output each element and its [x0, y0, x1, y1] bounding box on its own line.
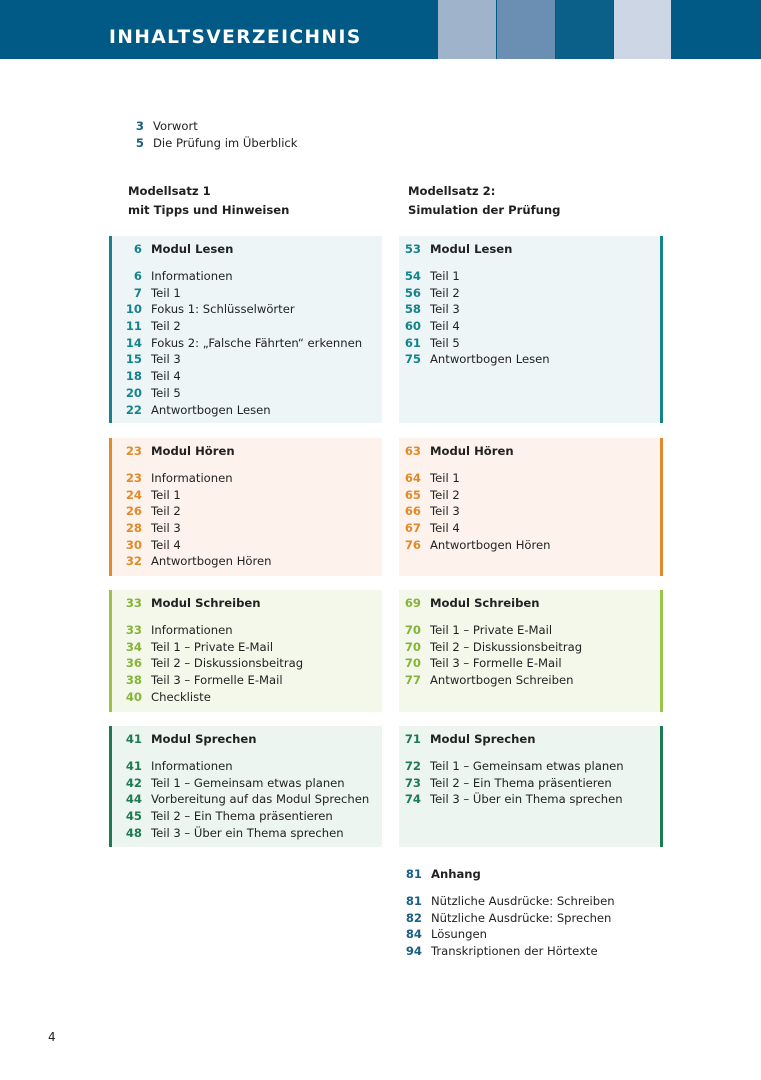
page-number-ref: 6	[133, 242, 142, 257]
entry-label: Fokus 2: „Falsche Fährten“ erkennen	[151, 335, 363, 350]
entry-label: Teil 1	[151, 487, 181, 502]
page-number-ref: 5	[135, 136, 144, 151]
header-stripe-4	[614, 0, 671, 59]
entry-label: Teil 4	[151, 537, 181, 552]
entry-label: Antwortbogen Lesen	[430, 352, 550, 367]
entry-label: Teil 3	[430, 504, 460, 519]
entry-label: Teil 1	[430, 471, 460, 486]
toc-entry	[120, 808, 369, 825]
entry-label: Teil 2 – Diskussionsbeitrag	[151, 656, 304, 671]
entry-label: Teil 3	[430, 302, 460, 317]
toc-entry	[120, 758, 369, 775]
page-number-ref: 63	[404, 444, 421, 459]
entry-label: Teil 3 – Formelle E-Mail	[430, 656, 562, 671]
page-number-ref: 38	[125, 673, 142, 688]
entry-label: Vorbereitung auf das Modul Sprechen	[151, 792, 370, 807]
toc-entry	[399, 536, 551, 553]
page-number-ref: 69	[404, 596, 421, 611]
toc-entry	[399, 758, 624, 775]
page-number-ref: 20	[125, 385, 142, 400]
entry-label: Modul Schreiben	[151, 596, 261, 611]
entry-label: Vorwort	[153, 119, 198, 134]
toc-entry	[120, 536, 272, 553]
page-number-ref: 67	[404, 521, 421, 536]
entry-label: Teil 1 – Gemeinsam etwas planen	[151, 775, 345, 790]
section-hoeren-modellsatz-1	[109, 438, 382, 576]
page-number-ref: 70	[404, 656, 421, 671]
entry-label: Informationen	[151, 759, 233, 774]
toc-entry	[399, 268, 550, 285]
entry-label: Teil 1	[430, 269, 460, 284]
page-number-ref: 6	[133, 269, 142, 284]
section-schreiben-modellsatz-1	[109, 590, 382, 712]
toc-entry	[400, 943, 615, 960]
entry-label: Modul Sprechen	[151, 732, 257, 747]
page-number-ref: 41	[125, 759, 142, 774]
toc-entry	[120, 774, 369, 791]
page-number-ref: 41	[125, 732, 142, 747]
entry-label: Nützliche Ausdrücke: Sprechen	[431, 910, 612, 925]
toc-entry	[120, 688, 303, 705]
toc-entry	[399, 503, 551, 520]
toc-entry	[399, 318, 550, 335]
page-number-ref: 77	[404, 673, 421, 688]
page-number-ref: 3	[135, 119, 144, 134]
page-number-ref: 24	[125, 487, 142, 502]
toc-entry	[120, 655, 303, 672]
toc-entry	[120, 351, 362, 368]
page-number-ref: 73	[404, 775, 421, 790]
entry-label: Lösungen	[431, 927, 487, 942]
module-heading	[399, 241, 550, 258]
toc-entry	[120, 301, 362, 318]
toc-entry	[120, 368, 362, 385]
page-number-ref: 14	[125, 335, 142, 350]
entry-label: Modul Schreiben	[430, 596, 540, 611]
section-anhang	[400, 866, 615, 959]
left-column-heading	[128, 182, 289, 220]
module-heading	[399, 595, 582, 612]
page-number-ref: 72	[404, 759, 421, 774]
entry-label: Teil 1 – Private E-Mail	[430, 623, 553, 638]
page-number-ref: 44	[125, 792, 142, 807]
entry-label: Teil 3	[151, 352, 181, 367]
toc-entry	[399, 284, 550, 301]
entry-label: Antwortbogen Schreiben	[430, 673, 574, 688]
toc-entry	[122, 135, 298, 152]
toc-entry	[399, 655, 582, 672]
page-number-ref: 7	[133, 285, 142, 300]
toc-entry	[399, 334, 550, 351]
entry-label: Teil 4	[151, 369, 181, 384]
toc-entry	[120, 284, 362, 301]
toc-entry	[120, 268, 362, 285]
toc-entry	[120, 553, 272, 570]
page-number-ref: 74	[404, 792, 421, 807]
section-sprechen-modellsatz-1	[109, 726, 382, 847]
module-heading	[400, 866, 615, 883]
entry-label: Anhang	[431, 867, 481, 882]
page-number-ref: 33	[125, 596, 142, 611]
page-number-ref: 56	[404, 285, 421, 300]
entry-label: Teil 3 – Über ein Thema sprechen	[430, 792, 623, 807]
toc-entry	[120, 672, 303, 689]
entry-label: Modul Lesen	[430, 242, 513, 257]
module-heading	[399, 731, 624, 748]
entry-label: Teil 1	[151, 285, 181, 300]
left-heading-line-1: Modellsatz 1	[128, 184, 211, 198]
right-heading-line-2: Simulation der Prüfung	[408, 203, 561, 217]
page-number-ref: 26	[125, 504, 142, 519]
toc-entry	[120, 824, 369, 841]
entry-label: Teil 2 – Diskussionsbeitrag	[430, 639, 583, 654]
page-number-ref: 60	[404, 319, 421, 334]
page-number-ref: 53	[404, 242, 421, 257]
entry-label: Teil 3 – Über ein Thema sprechen	[151, 825, 344, 840]
entry-label: Informationen	[151, 471, 233, 486]
toc-entry	[399, 791, 624, 808]
toc-entry	[399, 520, 551, 537]
page-number-ref: 61	[404, 335, 421, 350]
entry-label: Modul Hören	[151, 444, 235, 459]
page-number-ref: 58	[404, 302, 421, 317]
page-number-ref: 81	[405, 867, 422, 882]
toc-entry	[400, 926, 615, 943]
entry-label: Die Prüfung im Überblick	[153, 136, 298, 151]
page-number-ref: 70	[404, 639, 421, 654]
page-number-ref: 34	[125, 639, 142, 654]
page-number-ref: 64	[404, 471, 421, 486]
page-number-ref: 30	[125, 537, 142, 552]
page-title: INHALTSVERZEICHNIS	[109, 27, 362, 48]
page-number-ref: 36	[125, 656, 142, 671]
page-number-ref: 54	[404, 269, 421, 284]
entry-label: Teil 3 – Formelle E-Mail	[151, 673, 283, 688]
toc-entry	[120, 470, 272, 487]
page-number-ref: 32	[125, 554, 142, 569]
page-number-ref: 40	[125, 689, 142, 704]
page-number-ref: 18	[125, 369, 142, 384]
page-number-ref: 65	[404, 487, 421, 502]
section-lesen-modellsatz-1	[109, 236, 382, 423]
section-lesen-modellsatz-2	[399, 236, 663, 423]
toc-entry	[120, 622, 303, 639]
page-number-ref: 10	[125, 302, 142, 317]
page-number-ref: 71	[404, 732, 421, 747]
toc-entry	[120, 638, 303, 655]
page-number-ref: 23	[125, 471, 142, 486]
right-heading-line-1: Modellsatz 2:	[408, 184, 496, 198]
page-number-ref: 42	[125, 775, 142, 790]
entry-label: Teil 4	[430, 521, 460, 536]
section-hoeren-modellsatz-2	[399, 438, 663, 576]
module-heading	[120, 731, 369, 748]
toc-entry	[399, 622, 582, 639]
entry-label: Nützliche Ausdrücke: Schreiben	[431, 894, 615, 909]
entry-label: Antwortbogen Lesen	[151, 402, 271, 417]
entry-label: Antwortbogen Hören	[151, 554, 272, 569]
entry-label: Teil 2	[430, 285, 460, 300]
page-number-ref: 15	[125, 352, 142, 367]
page-number-ref: 94	[405, 944, 422, 959]
entry-label: Informationen	[151, 623, 233, 638]
toc-entry	[399, 638, 582, 655]
entry-label: Teil 1 – Gemeinsam etwas planen	[430, 759, 624, 774]
toc-entry	[120, 401, 362, 418]
page-number-ref: 45	[125, 809, 142, 824]
toc-entry	[120, 791, 369, 808]
right-column-heading	[408, 182, 560, 220]
toc-entry	[399, 301, 550, 318]
entry-label: Antwortbogen Hören	[430, 537, 551, 552]
entry-label: Teil 1 – Private E-Mail	[151, 639, 274, 654]
page-number-ref: 81	[405, 894, 422, 909]
entry-label: Transkriptionen der Hörtexte	[431, 944, 598, 959]
page-number-ref: 22	[125, 402, 142, 417]
module-heading	[399, 443, 551, 460]
entry-label: Modul Sprechen	[430, 732, 536, 747]
entry-label: Fokus 1: Schlüsselwörter	[151, 302, 295, 317]
entry-label: Teil 2	[151, 319, 181, 334]
toc-entry	[120, 520, 272, 537]
toc-entry	[399, 774, 624, 791]
module-heading	[120, 241, 362, 258]
entry-label: Modul Hören	[430, 444, 514, 459]
entry-label: Teil 5	[430, 335, 460, 350]
page-number: 4	[48, 1030, 56, 1044]
section-schreiben-modellsatz-2	[399, 590, 663, 712]
entry-label: Teil 2 – Ein Thema präsentieren	[151, 809, 333, 824]
header-stripe-3	[556, 0, 613, 59]
entry-label: Teil 2	[430, 487, 460, 502]
page-number-ref: 84	[405, 927, 422, 942]
toc-entry	[399, 486, 551, 503]
entry-label: Teil 2 – Ein Thema präsentieren	[430, 775, 612, 790]
toc-entry	[399, 672, 582, 689]
toc-entry	[120, 486, 272, 503]
toc-entry	[399, 351, 550, 368]
header-stripe-1	[438, 0, 496, 59]
entry-label: Teil 3	[151, 521, 181, 536]
entry-label: Informationen	[151, 269, 233, 284]
entry-label: Teil 2	[151, 504, 181, 519]
entry-label: Teil 5	[151, 385, 181, 400]
header-bar	[0, 0, 761, 59]
section-sprechen-modellsatz-2	[399, 726, 663, 847]
page-number-ref: 82	[405, 910, 422, 925]
toc-entry	[120, 318, 362, 335]
entry-label: Modul Lesen	[151, 242, 234, 257]
page-number-ref: 23	[125, 444, 142, 459]
page-number-ref: 66	[404, 504, 421, 519]
entry-label: Teil 4	[430, 319, 460, 334]
page-number-ref: 33	[125, 623, 142, 638]
page-number-ref: 28	[125, 521, 142, 536]
page-number-ref: 76	[404, 537, 421, 552]
left-heading-line-2: mit Tipps und Hinweisen	[128, 203, 290, 217]
toc-entry	[120, 503, 272, 520]
page-number-ref: 70	[404, 623, 421, 638]
page-number-ref: 48	[125, 825, 142, 840]
module-heading	[120, 443, 272, 460]
page-number-ref: 11	[125, 319, 142, 334]
toc-entry	[120, 385, 362, 402]
header-stripe-2	[497, 0, 555, 59]
entry-label: Checkliste	[151, 689, 211, 704]
module-heading	[120, 595, 303, 612]
toc-entry	[399, 470, 551, 487]
toc-entry	[400, 893, 615, 910]
page-number-ref: 75	[404, 352, 421, 367]
toc-entry	[122, 118, 298, 135]
toc-entry	[120, 334, 362, 351]
intro-list	[122, 118, 298, 151]
toc-entry	[400, 909, 615, 926]
